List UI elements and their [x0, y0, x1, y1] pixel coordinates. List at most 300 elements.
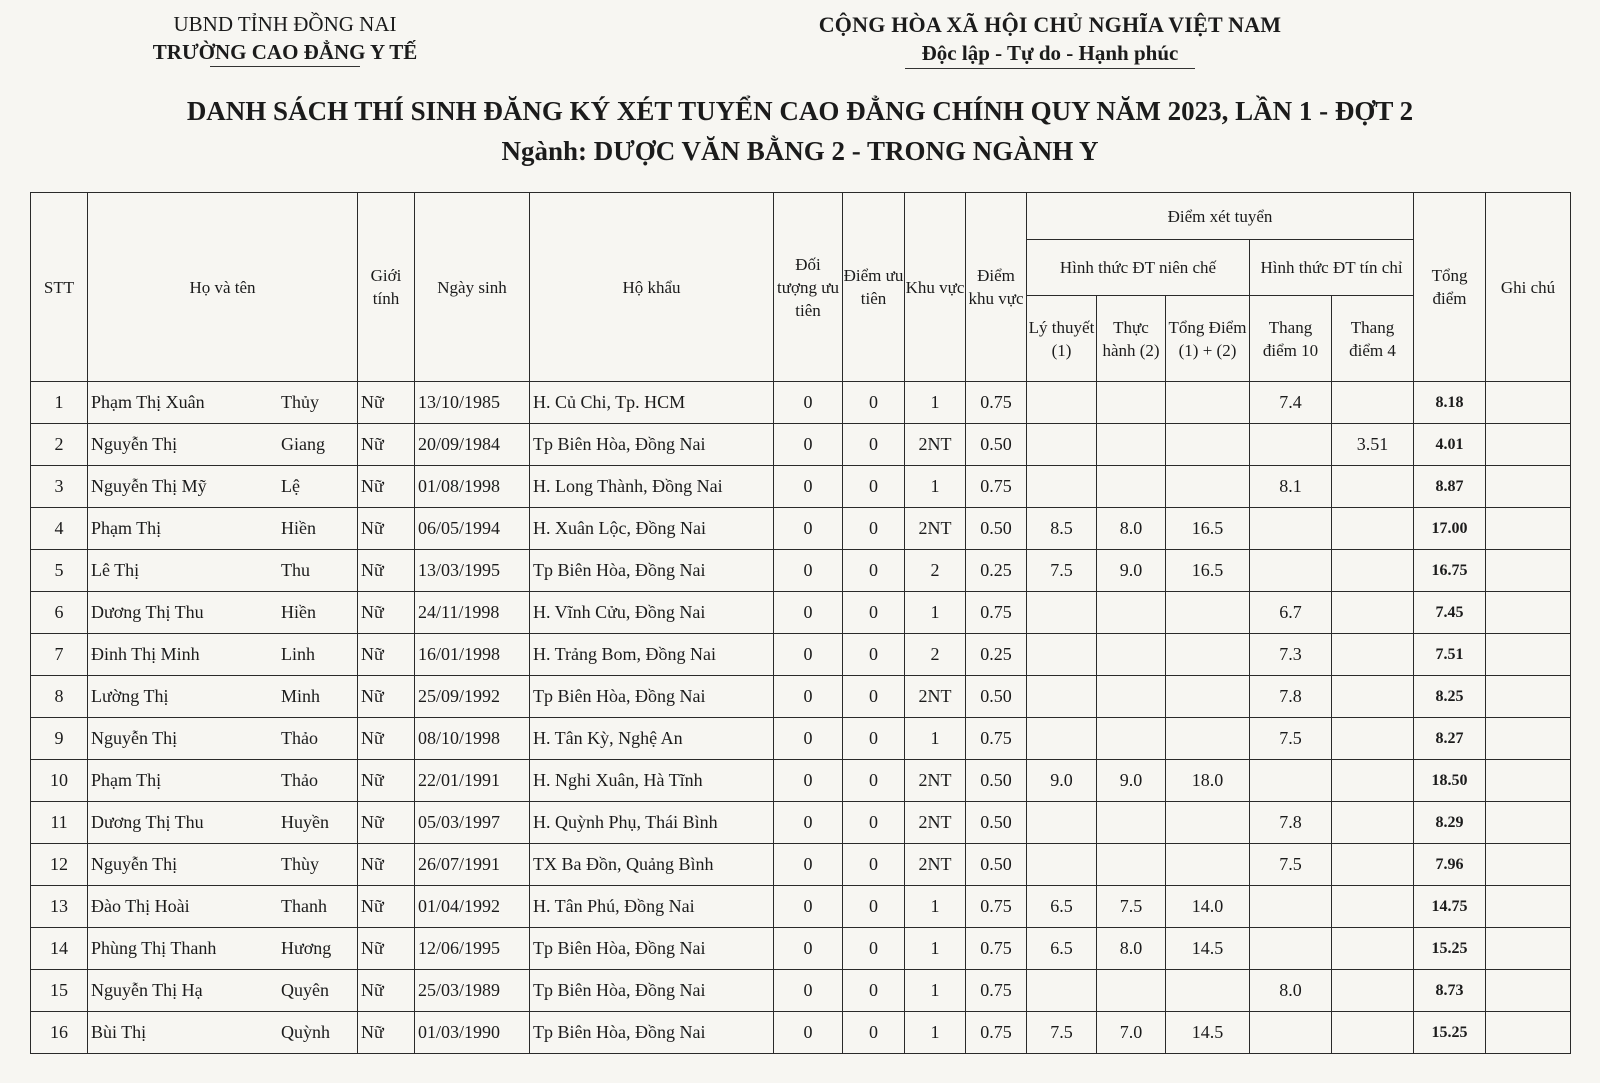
cell-dkv: 0.75 — [966, 466, 1027, 508]
cell-stt: 1 — [31, 382, 88, 424]
cell-dt: 0 — [774, 844, 843, 886]
cell-dt: 0 — [774, 928, 843, 970]
cell-dkv: 0.75 — [966, 382, 1027, 424]
cell-note — [1486, 634, 1571, 676]
cell-tong12 — [1166, 718, 1250, 760]
name-given: Thùy — [281, 854, 319, 874]
cell-dkv: 0.50 — [966, 424, 1027, 466]
table-row — [31, 466, 1571, 508]
cell-tong12: 14.5 — [1166, 928, 1250, 970]
cell-t10: 7.5 — [1250, 718, 1332, 760]
table-row — [31, 676, 1571, 718]
table-row — [31, 1012, 1571, 1054]
name-given: Thảo — [281, 728, 318, 748]
cell-kv: 2NT — [905, 802, 966, 844]
cell-dob: 13/10/1985 — [415, 382, 530, 424]
cell-gender: Nữ — [358, 424, 415, 466]
cell-dt: 0 — [774, 382, 843, 424]
cell-gender: Nữ — [358, 886, 415, 928]
col-scale10: Thang điểm 10 — [1250, 296, 1332, 382]
cell-name — [88, 970, 358, 1012]
cell-t4 — [1332, 508, 1414, 550]
col-residence: Hộ khẩu — [530, 193, 774, 382]
cell-residence: Tp Biên Hòa, Đồng Nai — [530, 970, 774, 1012]
cell-note — [1486, 886, 1571, 928]
cell-dob: 01/03/1990 — [415, 1012, 530, 1054]
cell-dkv: 0.75 — [966, 1012, 1027, 1054]
cell-du: 0 — [843, 760, 905, 802]
cell-th: 9.0 — [1097, 760, 1166, 802]
cell-lt — [1027, 802, 1097, 844]
cell-lt — [1027, 634, 1097, 676]
cell-t10: 7.4 — [1250, 382, 1332, 424]
cell-dob: 25/03/1989 — [415, 970, 530, 1012]
cell-dob: 20/09/1984 — [415, 424, 530, 466]
cell-residence: H. Vĩnh Cửu, Đồng Nai — [530, 592, 774, 634]
cell-dt: 0 — [774, 970, 843, 1012]
candidate-table — [30, 192, 1571, 1054]
cell-dkv: 0.25 — [966, 550, 1027, 592]
cell-dob: 16/01/1998 — [415, 634, 530, 676]
cell-t4 — [1332, 928, 1414, 970]
cell-gender: Nữ — [358, 634, 415, 676]
cell-gender: Nữ — [358, 550, 415, 592]
cell-name — [88, 844, 358, 886]
name-surname: Lê Thị — [91, 560, 140, 580]
cell-note — [1486, 508, 1571, 550]
cell-dkv: 0.50 — [966, 760, 1027, 802]
name-given: Thu — [281, 560, 310, 580]
cell-du: 0 — [843, 970, 905, 1012]
org-underline — [210, 66, 360, 67]
cell-th — [1097, 634, 1166, 676]
cell-du: 0 — [843, 718, 905, 760]
cell-lt: 6.5 — [1027, 886, 1097, 928]
cell-residence: H. Trảng Bom, Đồng Nai — [530, 634, 774, 676]
cell-t4 — [1332, 592, 1414, 634]
name-surname: Nguyễn Thị Hạ — [91, 980, 203, 1000]
table-row — [31, 802, 1571, 844]
cell-residence: Tp Biên Hòa, Đồng Nai — [530, 676, 774, 718]
cell-note — [1486, 424, 1571, 466]
cell-t10 — [1250, 550, 1332, 592]
name-surname: Lường Thị — [91, 686, 169, 706]
cell-dt: 0 — [774, 676, 843, 718]
cell-th — [1097, 970, 1166, 1012]
cell-gender: Nữ — [358, 382, 415, 424]
cell-th: 7.0 — [1097, 1012, 1166, 1054]
cell-du: 0 — [843, 1012, 905, 1054]
cell-kv: 2NT — [905, 508, 966, 550]
cell-dob: 25/09/1992 — [415, 676, 530, 718]
name-surname: Phạm Thị — [91, 770, 162, 790]
cell-dt: 0 — [774, 718, 843, 760]
cell-th — [1097, 382, 1166, 424]
col-scale4: Thang điểm 4 — [1332, 296, 1414, 382]
cell-gender: Nữ — [358, 466, 415, 508]
cell-th: 9.0 — [1097, 550, 1166, 592]
cell-t4 — [1332, 760, 1414, 802]
cell-th — [1097, 718, 1166, 760]
cell-t4 — [1332, 676, 1414, 718]
cell-th: 8.0 — [1097, 508, 1166, 550]
cell-du: 0 — [843, 382, 905, 424]
table-row — [31, 844, 1571, 886]
col-priority-score: Điểm ưu tiên — [843, 193, 905, 382]
cell-t10 — [1250, 760, 1332, 802]
cell-note — [1486, 676, 1571, 718]
cell-tong12: 16.5 — [1166, 550, 1250, 592]
table-row — [31, 592, 1571, 634]
cell-gender: Nữ — [358, 802, 415, 844]
name-given: Quỳnh — [281, 1022, 330, 1042]
name-surname: Đinh Thị Minh — [91, 644, 200, 664]
cell-du: 0 — [843, 634, 905, 676]
cell-total: 15.25 — [1414, 928, 1486, 970]
col-stt: STT — [31, 193, 88, 382]
cell-kv: 2NT — [905, 676, 966, 718]
cell-tong12: 14.0 — [1166, 886, 1250, 928]
name-surname: Nguyễn Thị — [91, 728, 178, 748]
name-surname: Phùng Thị Thanh — [91, 938, 217, 958]
cell-name — [88, 424, 358, 466]
cell-dkv: 0.75 — [966, 928, 1027, 970]
cell-total: 8.25 — [1414, 676, 1486, 718]
cell-gender: Nữ — [358, 760, 415, 802]
cell-lt: 9.0 — [1027, 760, 1097, 802]
cell-kv: 1 — [905, 592, 966, 634]
cell-du: 0 — [843, 928, 905, 970]
col-name: Họ và tên — [88, 193, 358, 382]
table-row — [31, 970, 1571, 1012]
cell-note — [1486, 802, 1571, 844]
name-given: Thanh — [281, 896, 327, 916]
cell-residence: H. Long Thành, Đồng Nai — [530, 466, 774, 508]
cell-dkv: 0.50 — [966, 844, 1027, 886]
cell-du: 0 — [843, 802, 905, 844]
cell-total: 7.96 — [1414, 844, 1486, 886]
col-priority-group: Đối tượng ưu tiên — [774, 193, 843, 382]
cell-tong12 — [1166, 844, 1250, 886]
name-given: Linh — [281, 644, 315, 664]
cell-dob: 24/11/1998 — [415, 592, 530, 634]
cell-dkv: 0.75 — [966, 970, 1027, 1012]
cell-t4 — [1332, 718, 1414, 760]
cell-kv: 2NT — [905, 424, 966, 466]
cell-kv: 2NT — [905, 844, 966, 886]
cell-kv: 1 — [905, 886, 966, 928]
cell-t4 — [1332, 550, 1414, 592]
cell-du: 0 — [843, 550, 905, 592]
col-practice: Thực hành (2) — [1097, 296, 1166, 382]
cell-residence: Tp Biên Hòa, Đồng Nai — [530, 1012, 774, 1054]
cell-tong12 — [1166, 382, 1250, 424]
cell-th — [1097, 424, 1166, 466]
cell-lt — [1027, 718, 1097, 760]
cell-dt: 0 — [774, 760, 843, 802]
col-total: Tổng điểm — [1414, 193, 1486, 382]
cell-residence: H. Xuân Lộc, Đồng Nai — [530, 508, 774, 550]
cell-dkv: 0.75 — [966, 592, 1027, 634]
cell-lt — [1027, 424, 1097, 466]
cell-kv: 1 — [905, 928, 966, 970]
cell-lt: 7.5 — [1027, 550, 1097, 592]
name-given: Thảo — [281, 770, 318, 790]
cell-dkv: 0.75 — [966, 718, 1027, 760]
name-given: Giang — [281, 434, 325, 454]
cell-dkv: 0.25 — [966, 634, 1027, 676]
cell-dob: 26/07/1991 — [415, 844, 530, 886]
cell-kv: 1 — [905, 382, 966, 424]
cell-dt: 0 — [774, 508, 843, 550]
cell-total: 15.25 — [1414, 1012, 1486, 1054]
cell-lt: 8.5 — [1027, 508, 1097, 550]
cell-name — [88, 676, 358, 718]
cell-dob: 12/06/1995 — [415, 928, 530, 970]
cell-t4 — [1332, 382, 1414, 424]
col-admission-score: Điểm xét tuyển — [1027, 193, 1414, 240]
cell-dt: 0 — [774, 802, 843, 844]
motto-underline — [905, 68, 1195, 69]
name-given: Thủy — [281, 392, 319, 412]
cell-stt: 2 — [31, 424, 88, 466]
cell-tong12 — [1166, 592, 1250, 634]
cell-gender: Nữ — [358, 508, 415, 550]
table-row — [31, 508, 1571, 550]
cell-th — [1097, 802, 1166, 844]
cell-residence: H. Nghi Xuân, Hà Tĩnh — [530, 760, 774, 802]
org-line-2: TRƯỜNG CAO ĐẲNG Y TẾ — [152, 40, 418, 64]
cell-t10 — [1250, 1012, 1332, 1054]
cell-dob: 05/03/1997 — [415, 802, 530, 844]
cell-total: 8.73 — [1414, 970, 1486, 1012]
cell-total: 7.45 — [1414, 592, 1486, 634]
cell-total: 14.75 — [1414, 886, 1486, 928]
name-surname: Phạm Thị — [91, 518, 162, 538]
cell-t10: 8.1 — [1250, 466, 1332, 508]
cell-t4 — [1332, 466, 1414, 508]
cell-name — [88, 508, 358, 550]
cell-stt: 5 — [31, 550, 88, 592]
col-dob: Ngày sinh — [415, 193, 530, 382]
cell-tong12: 18.0 — [1166, 760, 1250, 802]
cell-du: 0 — [843, 508, 905, 550]
document-subtitle: Ngành: DƯỢC VĂN BẰNG 2 - TRONG NGÀNH Y — [501, 136, 1099, 166]
cell-stt: 16 — [31, 1012, 88, 1054]
cell-note — [1486, 718, 1571, 760]
cell-dob: 08/10/1998 — [415, 718, 530, 760]
cell-gender: Nữ — [358, 1012, 415, 1054]
cell-tong12: 14.5 — [1166, 1012, 1250, 1054]
cell-gender: Nữ — [358, 718, 415, 760]
cell-note — [1486, 928, 1571, 970]
cell-name — [88, 592, 358, 634]
cell-dkv: 0.50 — [966, 508, 1027, 550]
nation-line-1: CỘNG HÒA XÃ HỘI CHỦ NGHĨA VIỆT NAM — [818, 12, 1282, 37]
cell-residence: Tp Biên Hòa, Đồng Nai — [530, 928, 774, 970]
cell-du: 0 — [843, 844, 905, 886]
cell-lt — [1027, 466, 1097, 508]
cell-lt: 6.5 — [1027, 928, 1097, 970]
cell-tong12 — [1166, 424, 1250, 466]
cell-note — [1486, 760, 1571, 802]
cell-note — [1486, 970, 1571, 1012]
cell-th — [1097, 676, 1166, 718]
cell-tong12 — [1166, 802, 1250, 844]
cell-t4 — [1332, 886, 1414, 928]
cell-du: 0 — [843, 466, 905, 508]
cell-t10 — [1250, 508, 1332, 550]
table-row — [31, 886, 1571, 928]
cell-note — [1486, 466, 1571, 508]
cell-stt: 3 — [31, 466, 88, 508]
cell-total: 8.29 — [1414, 802, 1486, 844]
name-surname: Nguyễn Thị Mỹ — [91, 476, 207, 496]
cell-stt: 11 — [31, 802, 88, 844]
cell-t10: 6.7 — [1250, 592, 1332, 634]
cell-name — [88, 760, 358, 802]
cell-lt — [1027, 382, 1097, 424]
cell-gender: Nữ — [358, 970, 415, 1012]
cell-gender: Nữ — [358, 928, 415, 970]
cell-dkv: 0.75 — [966, 886, 1027, 928]
name-surname: Bùi Thị — [91, 1022, 147, 1042]
cell-t4: 3.51 — [1332, 424, 1414, 466]
name-given: Quyên — [281, 980, 329, 1000]
cell-name — [88, 550, 358, 592]
name-surname: Nguyễn Thị — [91, 434, 178, 454]
cell-residence: H. Tân Kỳ, Nghệ An — [530, 718, 774, 760]
cell-t10 — [1250, 424, 1332, 466]
cell-t4 — [1332, 844, 1414, 886]
cell-dob: 22/01/1991 — [415, 760, 530, 802]
cell-lt — [1027, 844, 1097, 886]
table-row — [31, 550, 1571, 592]
table-row — [31, 424, 1571, 466]
name-surname: Đào Thị Hoài — [91, 896, 190, 916]
col-note: Ghi chú — [1486, 193, 1571, 382]
col-yearly-system: Hình thức ĐT niên chế — [1027, 240, 1250, 296]
cell-lt: 7.5 — [1027, 1012, 1097, 1054]
cell-residence: H. Củ Chi, Tp. HCM — [530, 382, 774, 424]
cell-total: 18.50 — [1414, 760, 1486, 802]
col-sum12: Tổng Điểm (1) + (2) — [1166, 296, 1250, 382]
col-credit-system: Hình thức ĐT tín chỉ — [1250, 240, 1414, 296]
cell-note — [1486, 592, 1571, 634]
cell-stt: 7 — [31, 634, 88, 676]
cell-t10: 7.5 — [1250, 844, 1332, 886]
cell-dkv: 0.50 — [966, 802, 1027, 844]
cell-stt: 8 — [31, 676, 88, 718]
cell-total: 7.51 — [1414, 634, 1486, 676]
cell-total: 8.87 — [1414, 466, 1486, 508]
name-surname: Phạm Thị Xuân — [91, 392, 205, 412]
cell-total: 8.27 — [1414, 718, 1486, 760]
col-region: Khu vực — [905, 193, 966, 382]
cell-total: 4.01 — [1414, 424, 1486, 466]
cell-t4 — [1332, 802, 1414, 844]
cell-total: 17.00 — [1414, 508, 1486, 550]
cell-name — [88, 466, 358, 508]
cell-stt: 12 — [31, 844, 88, 886]
cell-name — [88, 634, 358, 676]
nation-line-2: Độc lập - Tự do - Hạnh phúc — [921, 41, 1179, 65]
issuing-organization — [120, 10, 450, 67]
name-surname: Dương Thị Thu — [91, 812, 204, 832]
cell-kv: 2 — [905, 550, 966, 592]
cell-name — [88, 802, 358, 844]
cell-stt: 10 — [31, 760, 88, 802]
cell-tong12 — [1166, 676, 1250, 718]
cell-th — [1097, 592, 1166, 634]
table-row — [31, 634, 1571, 676]
cell-residence: TX Ba Đồn, Quảng Bình — [530, 844, 774, 886]
cell-name — [88, 718, 358, 760]
cell-lt — [1027, 676, 1097, 718]
cell-lt — [1027, 592, 1097, 634]
cell-dt: 0 — [774, 1012, 843, 1054]
cell-dt: 0 — [774, 466, 843, 508]
cell-residence: H. Quỳnh Phụ, Thái Bình — [530, 802, 774, 844]
cell-th: 7.5 — [1097, 886, 1166, 928]
cell-t10: 7.8 — [1250, 676, 1332, 718]
cell-t10: 8.0 — [1250, 970, 1332, 1012]
cell-dob: 13/03/1995 — [415, 550, 530, 592]
name-surname: Nguyễn Thị — [91, 854, 178, 874]
cell-du: 0 — [843, 676, 905, 718]
cell-gender: Nữ — [358, 844, 415, 886]
cell-kv: 1 — [905, 466, 966, 508]
cell-stt: 15 — [31, 970, 88, 1012]
cell-total: 16.75 — [1414, 550, 1486, 592]
cell-stt: 6 — [31, 592, 88, 634]
cell-total: 8.18 — [1414, 382, 1486, 424]
cell-dt: 0 — [774, 550, 843, 592]
cell-t4 — [1332, 634, 1414, 676]
cell-t4 — [1332, 1012, 1414, 1054]
cell-gender: Nữ — [358, 676, 415, 718]
table-row — [31, 718, 1571, 760]
col-region-score: Điểm khu vực — [966, 193, 1027, 382]
cell-kv: 2 — [905, 634, 966, 676]
cell-th — [1097, 844, 1166, 886]
cell-note — [1486, 550, 1571, 592]
cell-t4 — [1332, 970, 1414, 1012]
national-motto — [800, 10, 1300, 69]
cell-lt — [1027, 970, 1097, 1012]
cell-th — [1097, 466, 1166, 508]
name-given: Huyền — [281, 812, 329, 832]
cell-tong12 — [1166, 634, 1250, 676]
name-given: Minh — [281, 686, 321, 706]
cell-residence: H. Tân Phú, Đồng Nai — [530, 886, 774, 928]
cell-name — [88, 886, 358, 928]
cell-t10 — [1250, 886, 1332, 928]
cell-name — [88, 928, 358, 970]
cell-du: 0 — [843, 886, 905, 928]
cell-note — [1486, 1012, 1571, 1054]
cell-residence: Tp Biên Hòa, Đồng Nai — [530, 550, 774, 592]
cell-du: 0 — [843, 592, 905, 634]
document-title: DANH SÁCH THÍ SINH ĐĂNG KÝ XÉT TUYỂN CAO ĐẲNG CHÍNH QUY NĂM 2023, LẦN 1 - ĐỢT 2 — [186, 96, 1414, 126]
name-given: Hiền — [281, 602, 316, 622]
col-gender: Giới tính — [358, 193, 415, 382]
cell-tong12 — [1166, 466, 1250, 508]
cell-dkv: 0.50 — [966, 676, 1027, 718]
cell-gender: Nữ — [358, 592, 415, 634]
name-given: Lệ — [281, 476, 300, 496]
cell-t10: 7.8 — [1250, 802, 1332, 844]
